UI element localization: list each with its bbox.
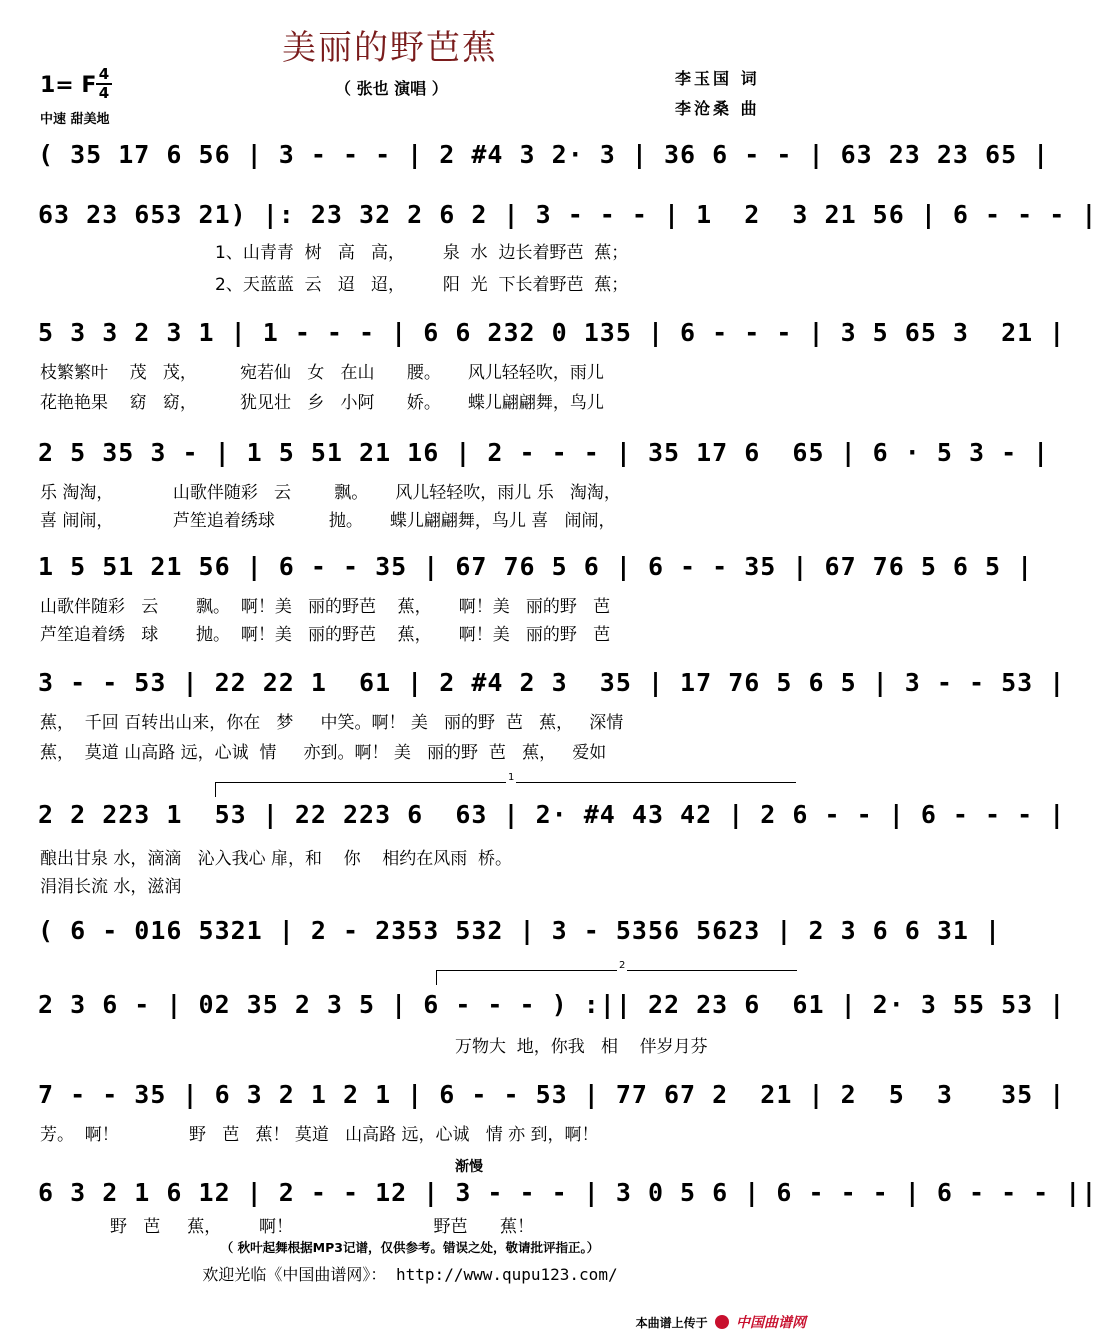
notation-row: 6 3 2 1 6 12 | 2 - - 12 | 3 - - - | 3 0 5 6 | 6 - - - | 6 - - - || <box>38 1178 1097 1207</box>
notation-row: 5 3 3 2 3 1 | 1 - - - | 6 6 232 0 135 | 6 - - - | 3 5 65 3 21 | <box>38 318 1066 347</box>
lyric-verse-2: 2、天蓝蓝 云 迢 迢， 阳 光 下长着野芭 蕉； <box>215 275 629 295</box>
notation-row: 3 - - 53 | 22 22 1 61 | 2 #4 2 3 35 | 17 76 5 6 5 | 3 - - 53 | <box>38 668 1066 697</box>
notation-row: 2 2 223 1 53 | 22 223 6 63 | 2· #4 43 42 | 2 6 - - | 6 - - - | <box>38 800 1066 829</box>
tempo-change-marking: 渐慢 <box>455 1159 483 1175</box>
notation-row: 2 5 35 3 - | 1 5 51 21 16 | 2 - - - | 35 17 6 65 | 6 · 5 3 - | <box>38 438 1050 467</box>
site-logo-icon <box>715 1315 729 1329</box>
time-signature <box>96 66 112 102</box>
lyricist-credit: 李玉国 词 <box>675 69 760 88</box>
volta-number: 1 <box>508 772 515 783</box>
volta-bracket-2 <box>436 960 797 985</box>
lyric-verse-1: 乐 淘淘， 山歌伴随彩 云 飘。 风儿轻轻吹，雨儿 乐 淘淘， <box>40 483 621 503</box>
singer-credit: （ 张也 演唱 ） <box>335 79 448 98</box>
notation-row: ( 6 - 016 5321 | 2 - 2353 532 | 3 - 5356 5623 | 2 3 6 6 31 | <box>38 916 1002 945</box>
lyric-verse-1: 万物大 地，你我 相 伴岁月芬 <box>455 1037 708 1057</box>
volta-number: 2 <box>619 960 626 971</box>
time-signature-top: 4 <box>98 65 110 83</box>
notation-row: ( 35 17 6 56 | 3 - - - | 2 #4 3 2· 3 | 36 6 - - | 63 23 23 65 | <box>38 140 1050 169</box>
upload-footer <box>636 1312 806 1332</box>
notation-row: 63 23 653 21) |: 23 32 2 6 2 | 3 - - - | 1 2 3 21 56 | 6 - - - | <box>38 200 1097 229</box>
lyric-verse-1: 1、山青青 树 高 高， 泉 水 边长着野芭 蕉； <box>215 243 629 263</box>
lyric-verse-2: 芦笙追着绣 球 抛。 啊！美 丽的野芭 蕉， 啊！美 丽的野 芭 <box>40 625 611 645</box>
site-welcome[interactable]: 欢迎光临《中国曲谱网》： http://www.qupu123.com/ <box>202 1265 618 1284</box>
notation-row: 7 - - 35 | 6 3 2 1 2 1 | 6 - - 53 | 77 67 2 21 | 2 5 3 35 | <box>38 1080 1066 1109</box>
tempo-marking: 中速 甜美地 <box>40 112 110 127</box>
transcription-note: （ 秋叶起舞根据MP3记谱，仅供参考。错误之处，敬请批评指正。） <box>220 1240 600 1255</box>
lyric-verse-2: 蕉， 莫道 山高路 远，心诚 情 亦到。啊！ 美 丽的野 芭 蕉， 爱如 <box>40 743 607 763</box>
lyric-verse-1: 酿出甘泉 水，滴滴 沁入我心 扉，和 你 相约在风雨 桥。 <box>40 849 513 869</box>
notation-row: 1 5 51 21 56 | 6 - - 35 | 67 76 5 6 | 6 - - 35 | 67 76 5 6 5 | <box>38 552 1034 581</box>
lyric-verse-1: 枝繁繁叶 茂 茂， 宛若仙 女 在山 腰。 风儿轻轻吹，雨儿 <box>40 363 604 383</box>
site-brand[interactable]: 中国曲谱网 <box>736 1315 806 1331</box>
upload-text: 本曲谱上传于 <box>635 1316 708 1330</box>
lyric-verse-2: 喜 闹闹， 芦笙追着绣球 抛。 蝶儿翩翩舞，鸟儿 喜 闹闹， <box>40 511 616 531</box>
notation-row: 2 3 6 - | 02 35 2 3 5 | 6 - - - ) :|| 22 23 6 61 | 2· 3 55 53 | <box>38 990 1066 1019</box>
lyric-verse-1: 山歌伴随彩 云 飘。 啊！美 丽的野芭 蕉， 啊！美 丽的野 芭 <box>40 597 611 617</box>
lyric-verse-1: 蕉， 千回 百转出山来，你在 梦 中笑。啊！ 美 丽的野 芭 蕉， 深情 <box>40 713 624 733</box>
song-title: 美丽的野芭蕉 <box>282 28 498 68</box>
composer-credit: 李沧桑 曲 <box>675 99 760 118</box>
key-signature: 1= F <box>40 73 97 98</box>
lyric-verse-2: 花艳艳果 窈 窈， 犹见壮 乡 小阿 娇。 蝶儿翩翩舞，鸟儿 <box>40 393 604 413</box>
volta-bracket-1 <box>215 772 796 797</box>
lyric-verse-1: 芳。 啊！ 野 芭 蕉！ 莫道 山高路 远，心诚 情 亦 到，啊！ <box>40 1125 599 1145</box>
lyric-verse-2: 涓涓长流 水，滋润 <box>40 877 182 897</box>
lyric-verse-1: 野 芭 蕉， 啊！ 野芭 蕉！ <box>110 1217 534 1237</box>
time-signature-bottom: 4 <box>96 83 112 102</box>
